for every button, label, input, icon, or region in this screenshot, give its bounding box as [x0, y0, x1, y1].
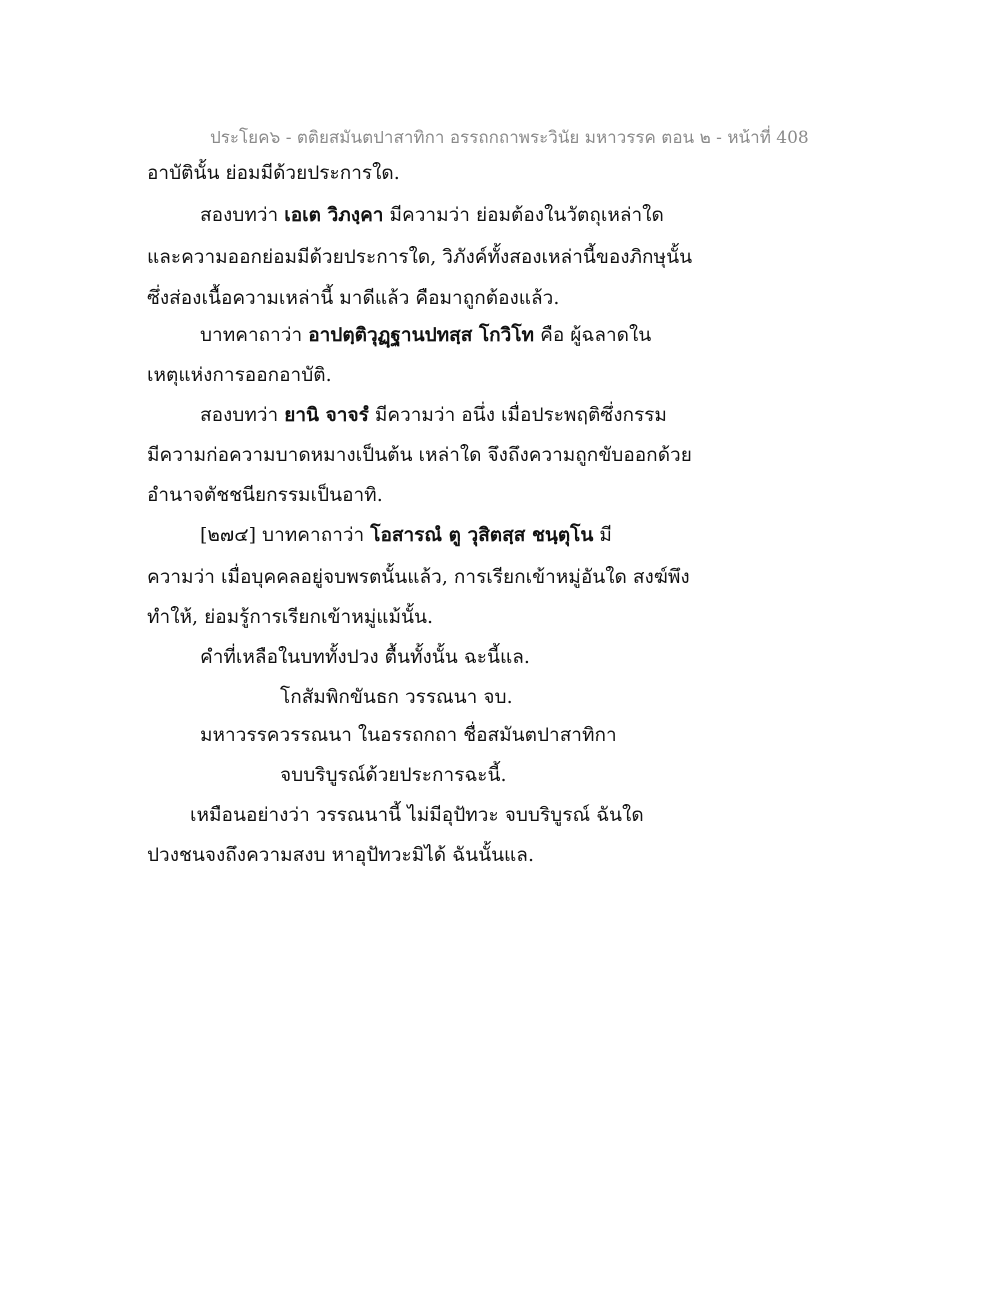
pali-term: อาปตฺติวุฏฺฐานปทสฺส โกวิโท [308, 324, 535, 346]
text-span: มีความว่า อนึ่ง เมื่อประพฤติซึ่งกรรม [368, 404, 667, 426]
text-span: มีความว่า ย่อมต้องในวัตถุเหล่าใด [383, 204, 664, 226]
page-header: ประโยค๖ - ตติยสมันตปาสาทิกา อรรถกถาพระวินัย มหาวรรค ตอน ๒ - หน้าที่ 408 [210, 128, 809, 148]
text-span: คือ ผู้ฉลาดใน [534, 324, 652, 346]
text-line-15: มหาวรรควรรณนา ในอรรถกถา ชื่อสมันตปาสาทิกา [200, 724, 617, 746]
text-line-16: จบบริบูรณ์ด้วยประการฉะนี้. [280, 764, 507, 786]
text-line-10 [200, 522, 612, 548]
text-span: สองบทว่า [200, 204, 285, 226]
text-line-17: เหมือนอย่างว่า วรรณนานี้ ไม่มีอุปัทวะ จบบริบูรณ์ ฉันใด [190, 804, 644, 826]
text-line-2 [200, 202, 664, 228]
text-line-14: โกสัมพิกขันธก วรรณนา จบ. [280, 686, 513, 708]
text-span: สองบทว่า [200, 404, 285, 426]
pali-term: ยานิ จาจรํ [284, 404, 369, 426]
pali-term: เอเต วิภงฺคา [284, 204, 384, 226]
text-line-9: อำนาจตัชชนียกรรมเป็นอาทิ. [147, 484, 383, 506]
text-line-1: อาบัตินั้น ย่อมมีด้วยประการใด. [147, 162, 400, 184]
text-line-4: ซึ่งส่องเนื้อความเหล่านี้ มาดีแล้ว คือมาถูกต้องแล้ว. [147, 287, 560, 309]
pali-term: โอสารณํ ตู วุสิตสฺส ชนฺตุโน [370, 524, 594, 546]
text-line-18: ปวงชนจงถึงความสงบ หาอุปัทวะมิได้ ฉันนั้นแล. [147, 844, 534, 866]
text-line-12: ทำให้, ย่อมรู้การเรียกเข้าหมู่แม้นั้น. [147, 606, 434, 628]
text-line-6: เหตุแห่งการออกอาบัติ. [147, 364, 332, 386]
text-span: บาทคาถาว่า [200, 324, 309, 346]
text-line-5 [200, 322, 651, 348]
text-line-11: ความว่า เมื่อบุคคลอยู่จบพรตนั้นแล้ว, การเรียกเข้าหมู่อันใด สงฆ์พึง [147, 566, 690, 588]
text-line-8: มีความก่อความบาดหมางเป็นต้น เหล่าใด จึงถึงความถูกขับออกด้วย [147, 444, 692, 466]
text-line-13: คำที่เหลือในบททั้งปวง ตื้นทั้งนั้น ฉะนี้แล. [200, 646, 530, 668]
text-span: มี [593, 524, 612, 546]
text-line-7 [200, 402, 667, 428]
text-span: [๒๗๔] บาทคาถาว่า [200, 524, 371, 546]
text-line-3: และความออกย่อมมีด้วยประการใด, วิภังค์ทั้งสองเหล่านี้ของภิกษุนั้น [147, 246, 693, 268]
